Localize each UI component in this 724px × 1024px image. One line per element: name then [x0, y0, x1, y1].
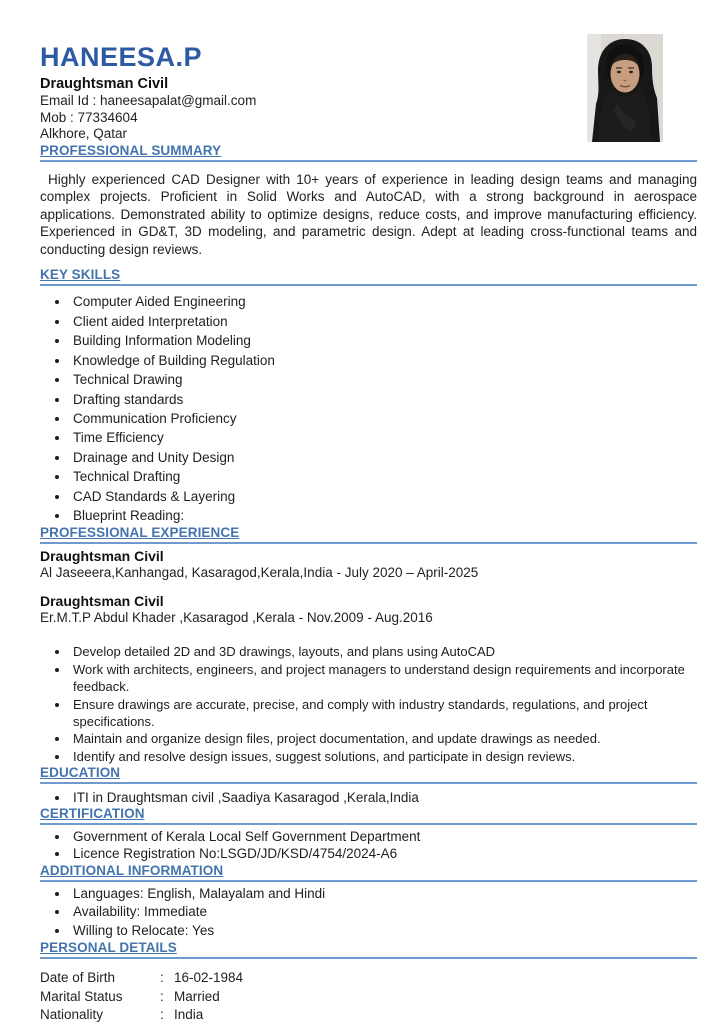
job-entry [40, 548, 697, 581]
contact-location: Alkhore, Qatar [40, 126, 128, 141]
portrait-illustration [587, 34, 663, 142]
job-title: Draughtsman Civil [40, 593, 164, 610]
summary-text: Highly experienced CAD Designer with 10+ years of experience in leading design teams and managing complex projects. Proficient in Solid Works and AutoCAD, with a strong background in aerospace applications. Demonstrated ability to optimize designs, reduce costs, and improve manufacturing efficiency. Experienced in GD&T, 3D modeling, and parametric design. Adept at leading cross-functional teams and conducting design reviews. [40, 171, 697, 257]
certification-item: • Government of Kerala Local Self Government Department [70, 829, 697, 846]
education-heading: EDUCATION [40, 765, 697, 784]
section-education [40, 765, 697, 806]
additional-information-heading: ADDITIONAL INFORMATION [40, 863, 697, 882]
education-item: • ITI in Draughtsman civil ,Saadiya Kasaragod ,Kerala,India [70, 789, 697, 806]
duty-item: • Identify and resolve design issues, suggest solutions, and participate in design reviews. [70, 748, 697, 765]
detail-row [40, 1006, 697, 1024]
key-skills-list [40, 292, 697, 525]
personal-details-table [40, 969, 697, 1024]
job-meta: Al Jaseeera,Kanhangad, Kasaragod,Kerala,India - July 2020 – April-2025 [40, 565, 479, 581]
candidate-name: HANEESA.P [40, 42, 203, 72]
skill-item: • Communication Proficiency [70, 409, 697, 428]
profile-photo [587, 34, 663, 142]
job-entry [40, 593, 697, 626]
job-title: Draughtsman Civil [40, 548, 164, 565]
detail-separator: : [160, 988, 164, 1004]
section-key-skills [40, 267, 697, 525]
professional-experience-heading: PROFESSIONAL EXPERIENCE [40, 525, 697, 544]
additional-information-list [40, 885, 697, 940]
skill-item: • Technical Drafting [70, 467, 697, 486]
section-certification [40, 806, 697, 863]
certification-list [40, 829, 697, 863]
duty-item: • Work with architects, engineers, and project managers to understand design requirements and incorporate feedback. [70, 661, 697, 696]
skill-item: • Time Efficiency [70, 428, 697, 447]
info-item: • Languages: English, Malayalam and Hindi [70, 885, 697, 903]
skill-item: • CAD Standards & Layering [70, 487, 697, 506]
certification-heading: CERTIFICATION [40, 806, 697, 825]
candidate-job-title: Draughtsman Civil [40, 76, 169, 92]
skill-item: • Drainage and Unity Design [70, 448, 697, 467]
detail-separator: : [160, 1007, 164, 1023]
duty-item: • Maintain and organize design files, project documentation, and update drawings as needed. [70, 730, 697, 747]
skill-item: • Drafting standards [70, 390, 697, 409]
detail-label: Nationality [40, 1007, 104, 1023]
education-list [40, 789, 697, 806]
detail-label: Date of Birth [40, 970, 116, 985]
info-item: • Availability: Immediate [70, 903, 697, 921]
duty-item: • Develop detailed 2D and 3D drawings, layouts, and plans using AutoCAD [70, 643, 697, 660]
detail-label: Marital Status [40, 988, 123, 1004]
info-item: • Willing to Relocate: Yes [70, 922, 697, 940]
skill-item: • Computer Aided Engineering [70, 292, 697, 311]
skill-item: • Blueprint Reading: [70, 506, 697, 525]
professional-summary-heading: PROFESSIONAL SUMMARY [40, 143, 697, 162]
contact-email: Email Id : haneesapalat@gmail.com [40, 93, 257, 108]
detail-value: Married [174, 988, 220, 1004]
skill-item: • Client aided Interpretation [70, 312, 697, 331]
detail-row [40, 988, 697, 1007]
job-meta: Er.M.T.P Abdul Khader ,Kasaragod ,Kerala - Nov.2009 - Aug.2016 [40, 610, 433, 626]
skill-item: • Knowledge of Building Regulation [70, 351, 697, 370]
contact-mobile: Mob : 77334604 [40, 109, 138, 125]
section-professional-experience [40, 525, 697, 765]
detail-value: 16-02-1984 [174, 970, 244, 985]
section-professional-summary [40, 143, 697, 259]
section-additional-information [40, 863, 697, 940]
skill-item: • Technical Drawing [70, 370, 697, 389]
detail-value: India [174, 1007, 204, 1023]
certification-item: • Licence Registration No:LSGD/JD/KSD/4754/2024-A6 [70, 846, 697, 863]
section-personal-details [40, 940, 697, 1024]
personal-details-heading: PERSONAL DETAILS [40, 940, 697, 959]
detail-separator: : [160, 970, 164, 985]
key-skills-heading: KEY SKILLS [40, 267, 697, 286]
duties-list [40, 643, 697, 765]
skill-item: • Building Information Modeling [70, 331, 697, 350]
duty-item: • Ensure drawings are accurate, precise, and comply with industry standards, regulations, and project specifications. [70, 696, 697, 731]
detail-row [40, 969, 697, 988]
